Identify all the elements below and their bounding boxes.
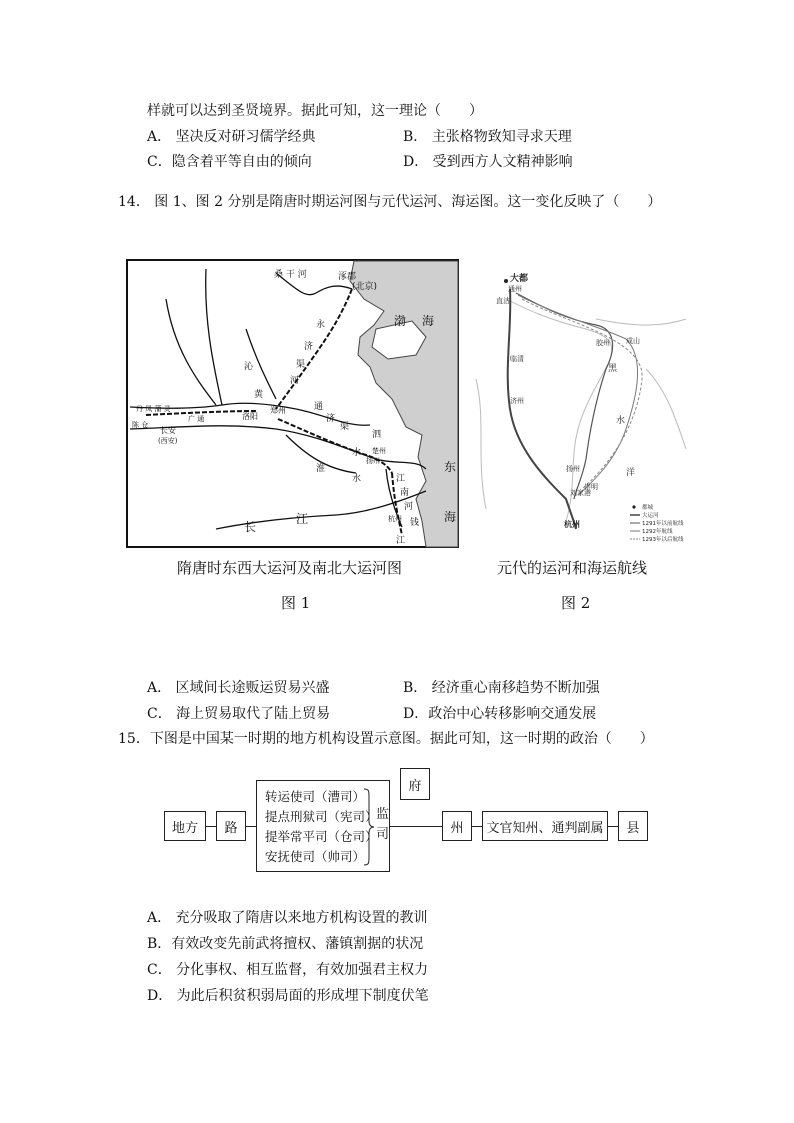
office-tiju: 提举常平司（仓司） <box>265 829 378 844</box>
label-si: 泗 <box>372 430 382 440</box>
label-zhigu: 直沽 <box>496 297 510 305</box>
q14-option-c: C． 海上贸易取代了陆上贸易 <box>147 706 331 722</box>
label-yangzhou: 扬州 <box>366 457 380 465</box>
q14-option-d: D．政治中心转移影响交通发展 <box>403 706 597 722</box>
label-he2: 河 <box>404 502 414 512</box>
label-bohai-1: 渤 <box>394 314 407 328</box>
label-dong: 东 <box>444 460 457 474</box>
q14-stem: 14． 图 1、图 2 分别是隋唐时期运河图与元代运河、海运图。这一变化反映了（ ） <box>118 194 662 210</box>
q13-option-c: C．隐含着平等自由的倾向 <box>147 154 312 170</box>
label-qian: 钱 <box>410 518 420 528</box>
label-chencang: 陈 仓 <box>132 421 149 429</box>
office-tidian: 提点刑狱司（宪司） <box>265 809 378 824</box>
label-qu1: 渠 <box>296 360 306 370</box>
label-huai: 淮 <box>316 464 326 474</box>
q13-stem-tail: 样就可以达到圣贤境界。据此可知，这一理论（ ） <box>147 103 483 119</box>
q15-option-b: B．有效改变先前武将擅权、藩镇割据的状况 <box>147 936 424 952</box>
figure1-caption: 隋唐时东西大运河及南北大运河图 <box>177 559 403 577</box>
q14-option-b: B． 经济重心南移趋势不断加强 <box>403 680 600 696</box>
label-yong: 永 <box>316 320 326 330</box>
label-luoyang: 洛阳 <box>242 412 258 421</box>
legend-capital: 都城 <box>642 505 654 511</box>
label-chengshan: 成山 <box>626 337 640 345</box>
q13-option-d: D． 受到西方人文精神影响 <box>403 154 573 170</box>
label-ji: 济 <box>304 342 314 352</box>
legend-route-1293: 1293年以后航线 <box>642 537 684 543</box>
label-fenghuang: 丹 凤 蒲 灵 <box>136 405 171 413</box>
label-qin: 沁 <box>244 362 254 372</box>
label-jiang: 江 <box>396 474 406 484</box>
office-zhuanyun: 转运使司（漕司） <box>265 789 366 804</box>
q15-option-d: D． 为此后积贫积弱局面的形成埋下制度伏笔 <box>147 988 429 1004</box>
legend-route-1291: 1291年以前航线 <box>642 521 684 527</box>
label-shui1: 水 <box>352 448 362 458</box>
label-nan: 南 <box>400 488 410 498</box>
label-chuzhou: 楚州 <box>372 447 386 455</box>
box-difang: 地方 <box>164 811 206 841</box>
figure1-label: 图 1 <box>281 594 311 612</box>
jiansi-char-1: 监 <box>376 807 390 822</box>
label-yangzhou: 扬州 <box>566 465 580 473</box>
label-xian: (西安) <box>158 437 178 445</box>
label-yang: 洋 <box>626 468 636 478</box>
label-dadu: 大都 <box>510 274 529 284</box>
figure2-label: 图 2 <box>561 594 591 612</box>
label-shui: 水 <box>616 416 626 426</box>
q15-option-a: A． 充分吸取了隋唐以来地方机构设置的教训 <box>147 910 428 926</box>
label-zhuojun: 涿郡 <box>338 272 357 282</box>
q13-option-b: B． 主张格物致知寻求天理 <box>403 129 572 145</box>
box-xian: 县 <box>618 811 648 841</box>
box-wenguan: 文官知州、通判副属 <box>482 811 608 841</box>
label-beijing: (北京) <box>352 282 378 292</box>
label-guangtong: 广 通 <box>188 415 205 423</box>
figure2-legend <box>630 503 684 543</box>
label-hai: 海 <box>444 510 457 524</box>
offices-list <box>265 787 378 867</box>
label-hangzhou: 杭州 <box>564 520 580 529</box>
figure2-caption: 元代的运河和海运航线 <box>497 559 648 577</box>
box-zhou: 州 <box>442 811 472 841</box>
label-hangzhou: 杭州 <box>388 515 402 523</box>
label-chang: 长 <box>244 520 257 534</box>
label-shui2: 水 <box>352 474 362 484</box>
box-lu: 路 <box>216 811 246 841</box>
figure1-map <box>126 259 459 548</box>
office-anfu: 安抚使司（帅司） <box>265 849 366 864</box>
box-offices <box>256 780 390 872</box>
label-jiaozhou: 胶州 <box>596 339 610 347</box>
q15-stem: 15．下图是中国某一时期的地方机构设置示意图。据此可知，这一时期的政治（ ） <box>118 731 654 747</box>
jiansi-char-2: 司 <box>376 827 390 842</box>
label-ji2: 济 <box>326 414 336 424</box>
label-sanggan: 桑 干 河 <box>274 270 307 280</box>
label-tong: 通 <box>314 402 324 412</box>
label-qu2: 渠 <box>340 422 350 432</box>
figure2-map <box>466 259 688 548</box>
label-tongzhou: 通州 <box>508 285 522 293</box>
label-jining: 济州 <box>510 397 524 405</box>
legend-route-1292: 1292年航线 <box>642 529 673 535</box>
label-he1: 河 <box>290 376 300 386</box>
label-zhengzhou: 郑州 <box>270 406 286 415</box>
label-jiang3: 江 <box>396 536 406 546</box>
label-bohai-2: 海 <box>422 314 435 328</box>
label-changan: 长安 <box>160 426 176 435</box>
jiansi-label <box>376 805 389 845</box>
box-fu: 府 <box>400 768 430 800</box>
q14-option-a: A． 区域间长途贩运贸易兴盛 <box>147 680 330 696</box>
label-jiang2: 江 <box>296 512 309 526</box>
label-chongming: 崇明 <box>584 483 598 491</box>
q13-option-a: A． 坚决反对研习儒学经典 <box>147 129 316 145</box>
label-hei: 黑 <box>608 364 618 374</box>
label-linqing: 临清 <box>510 355 524 363</box>
legend-canal: 大运河 <box>642 513 659 519</box>
label-liujiagang: 刘家港 <box>570 489 591 497</box>
label-huang: 黄 <box>254 390 264 400</box>
q15-option-c: C． 分化事权、相互监督，有效加强君主权力 <box>147 962 429 978</box>
brace-icon <box>363 787 375 867</box>
